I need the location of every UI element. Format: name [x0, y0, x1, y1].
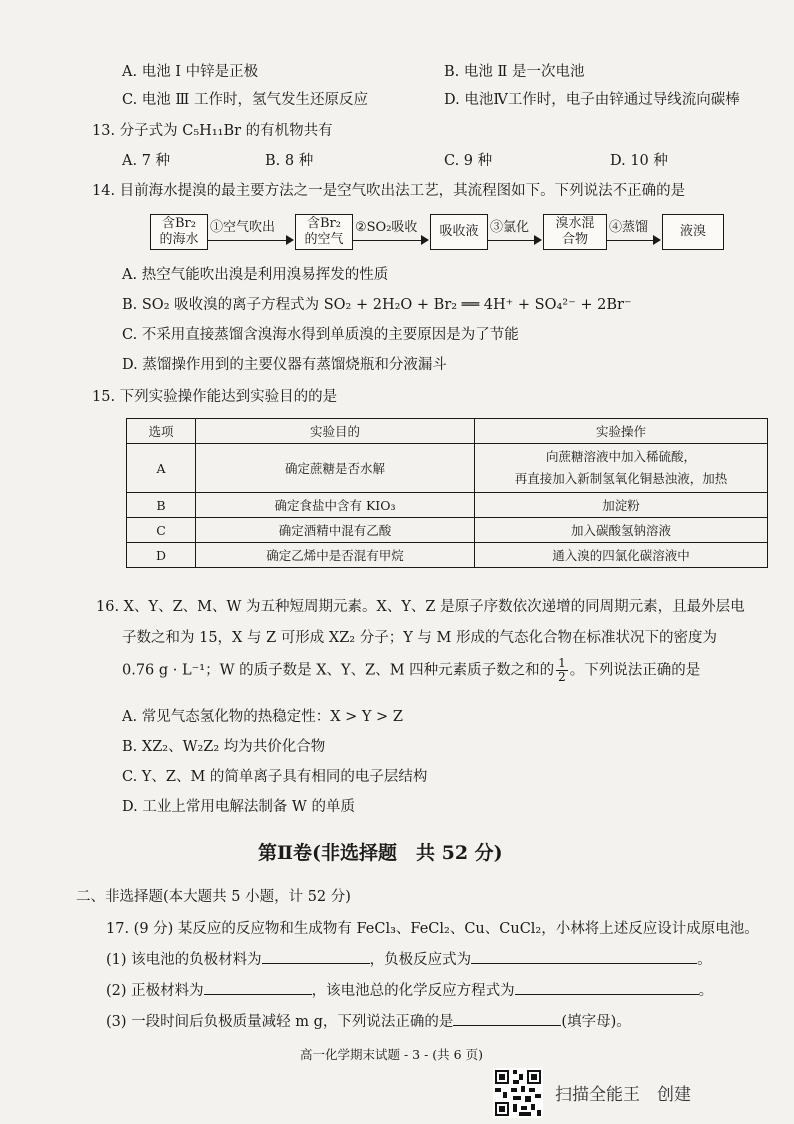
q17-stem: 17. (9 分) 某反应的反应物和生成物有 FeCl₃、FeCl₂、Cu、CuCl₂，小林将上述反应设计成原电池。 — [106, 921, 759, 937]
flow-box-air: 含Br₂的空气 — [295, 214, 353, 250]
fraction-numerator: 1 — [558, 656, 566, 670]
q16-option-c: C. Y、Z、M 的简单离子具有相同的电子层结构 — [122, 769, 428, 785]
q17-part-2-text-b: ，该电池总的化学反应方程式为 — [311, 983, 515, 999]
table-cell-option: A — [127, 444, 196, 493]
q13-option-a: A. 7 种 — [122, 153, 171, 169]
answer-blank-total-equation[interactable] — [515, 980, 699, 995]
answer-blank-choice[interactable] — [453, 1011, 561, 1026]
table-cell-operation: 加入碳酸氢钠溶液 — [475, 518, 768, 543]
table-cell-option: D — [127, 543, 196, 568]
q16-option-d: D. 工业上常用电解法制备 W 的单质 — [122, 799, 355, 815]
table-cell-option: B — [127, 493, 196, 518]
table-row — [127, 518, 768, 543]
q14-option-c: C. 不采用直接蒸馏含溴海水得到单质溴的主要原因是为了节能 — [122, 327, 519, 343]
q16-line-3-text: 0.76 g · L⁻¹；W 的质子数是 X、Y、Z、M 四种元素质子数之和的 — [122, 662, 555, 679]
flow-step-1: ①空气吹出 — [210, 220, 276, 235]
scanner-watermark: 扫描全能王 创建 — [555, 1085, 691, 1105]
flow-box-mixture: 溴水混合物 — [543, 214, 607, 250]
flow-step-3: ③氯化 — [490, 220, 530, 235]
flow-arrow-3 — [488, 240, 540, 241]
flow-step-2: ②SO₂吸收 — [355, 220, 418, 235]
q16-line-3 — [122, 657, 700, 684]
q14-stem: 14. 目前海水提溴的最主要方法之一是空气吹出法工艺，其流程图如下。下列说法不正确的是 — [92, 183, 686, 199]
answer-blank-negative-reaction[interactable] — [471, 949, 697, 964]
q17-part-3-text-b: (填字母)。 — [561, 1014, 631, 1030]
q17-part-2-text-a: (2) 正极材料为 — [106, 983, 204, 999]
table-header-row — [127, 419, 768, 444]
flow-box-seawater: 含Br₂的海水 — [150, 214, 208, 250]
q12-option-b: B. 电池 Ⅱ 是一次电池 — [444, 64, 585, 80]
table-cell-operation — [475, 444, 768, 493]
flow-arrow-2 — [353, 240, 427, 241]
table-cell-operation: 通入溴的四氯化碳溶液中 — [475, 543, 768, 568]
table-row — [127, 444, 768, 493]
operation-line-1: 向蔗糖溶液中加入稀硫酸， — [545, 449, 696, 464]
q17-part-1-end: 。 — [697, 952, 712, 968]
table-cell-goal: 确定食盐中含有 KIO₃ — [196, 493, 475, 518]
answer-blank-negative-material[interactable] — [262, 949, 370, 964]
table-cell-goal: 确定乙烯中是否混有甲烷 — [196, 543, 475, 568]
q17-part-2 — [106, 979, 713, 1000]
q16-line-3-end: 。下列说法正确的是 — [569, 662, 701, 679]
fraction-one-half — [556, 657, 568, 684]
operation-line-2: 再直接加入新制氢氧化铜悬浊液，加热 — [514, 471, 728, 486]
flow-arrow-1 — [208, 240, 292, 241]
table-row — [127, 543, 768, 568]
q16-line-2: 子数之和为 15，X 与 Z 可形成 XZ₂ 分子；Y 与 M 形成的气态化合物在标准状况下的密度为 — [122, 630, 717, 646]
q13-option-b: B. 8 种 — [265, 153, 314, 169]
flow-step-4: ④蒸馏 — [609, 220, 649, 235]
q14-option-b: B. SO₂ 吸收溴的离子方程式为 SO₂ + 2H₂O + Br₂ ══ 4H⁺ + SO₄²⁻ + 2Br⁻ — [122, 297, 632, 313]
q12-option-d: D. 电池Ⅳ工作时，电子由锌通过导线流向碳棒 — [444, 92, 740, 108]
flow-arrow-4 — [607, 240, 659, 241]
q17-part-3-text-a: (3) 一段时间后负极质量减轻 m g，下列说法正确的是 — [106, 1014, 454, 1030]
table-header-option: 选项 — [127, 419, 196, 444]
q17-part-1-text-a: (1) 该电池的负极材料为 — [106, 952, 262, 968]
q13-stem: 13. 分子式为 C₅H₁₁Br 的有机物共有 — [92, 123, 333, 139]
flow-box-liquid-bromine: 液溴 — [662, 214, 724, 250]
q17-part-2-end: 。 — [698, 983, 714, 999]
table-cell-goal: 确定蔗糖是否水解 — [196, 444, 475, 493]
q15-stem: 15. 下列实验操作能达到实验目的的是 — [92, 389, 338, 405]
q16-option-a: A. 常见气态氢化物的热稳定性：X > Y > Z — [122, 709, 403, 725]
q17-part-1 — [106, 948, 712, 969]
q17-part-3 — [106, 1010, 631, 1031]
bromine-flowchart — [150, 212, 730, 252]
q13-option-d: D. 10 种 — [610, 153, 668, 169]
table-header-operation: 实验操作 — [475, 419, 768, 444]
table-cell-goal: 确定酒精中混有乙酸 — [196, 518, 475, 543]
page-footer: 高一化学期末试题 - 3 - (共 6 页) — [300, 1047, 483, 1062]
table-row — [127, 493, 768, 518]
q14-option-d: D. 蒸馏操作用到的主要仪器有蒸馏烧瓶和分液漏斗 — [122, 357, 447, 373]
q12-option-a: A. 电池 Ⅰ 中锌是正极 — [122, 64, 259, 80]
flow-box-absorbent: 吸收液 — [430, 214, 488, 250]
answer-blank-positive-material[interactable] — [204, 980, 312, 995]
table-cell-option: C — [127, 518, 196, 543]
qr-code-icon — [493, 1068, 543, 1118]
q14-option-a: A. 热空气能吹出溴是利用溴易挥发的性质 — [122, 267, 389, 283]
section-2-title: 第Ⅱ卷(非选择题 共 52 分) — [258, 842, 503, 864]
q16-option-b: B. XZ₂、W₂Z₂ 均为共价化合物 — [122, 739, 326, 755]
q16-line-1: 16. X、Y、Z、M、W 为五种短周期元素。X、Y、Z 是原子序数依次递增的同周期元素，且最外层电 — [96, 599, 745, 615]
table-cell-operation: 加淀粉 — [475, 493, 768, 518]
q17-part-1-text-b: ，负极反应式为 — [369, 952, 472, 968]
q13-option-c: C. 9 种 — [444, 153, 493, 169]
section-2-subtitle: 二、非选择题(本大题共 5 小题，计 52 分) — [76, 889, 351, 905]
q12-option-c: C. 电池 Ⅲ 工作时，氢气发生还原反应 — [122, 92, 368, 108]
fraction-denominator: 2 — [558, 670, 566, 684]
q15-table — [126, 418, 768, 568]
table-header-goal: 实验目的 — [196, 419, 475, 444]
